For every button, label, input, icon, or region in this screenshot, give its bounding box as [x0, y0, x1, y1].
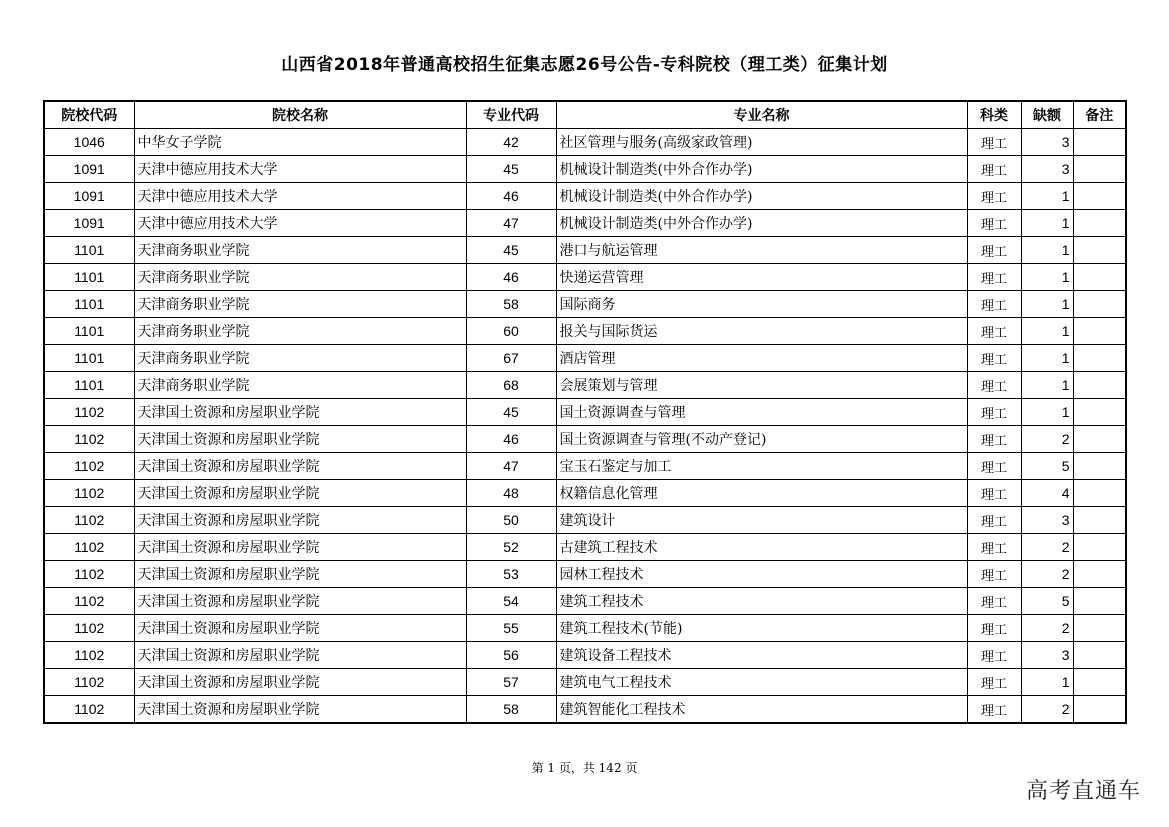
cell-major-name: 建筑智能化工程技术 [556, 696, 967, 724]
cell-major-name: 古建筑工程技术 [556, 534, 967, 561]
cell-school-name: 天津商务职业学院 [134, 372, 466, 399]
cell-school-code: 1091 [44, 183, 134, 210]
page-number: 第 1 页，共 142 页 [531, 761, 638, 775]
table-row [44, 345, 1126, 372]
cell-major-code: 58 [466, 696, 556, 724]
cell-major-code: 52 [466, 534, 556, 561]
cell-school-code: 1101 [44, 318, 134, 345]
table-row [44, 237, 1126, 264]
cell-category: 理工 [967, 561, 1021, 588]
cell-major-name: 机械设计制造类(中外合作办学) [556, 156, 967, 183]
cell-note [1073, 345, 1126, 372]
cell-category: 理工 [967, 534, 1021, 561]
cell-major-name: 建筑设备工程技术 [556, 642, 967, 669]
cell-vacancy: 1 [1021, 669, 1073, 696]
cell-note [1073, 264, 1126, 291]
table-row [44, 696, 1126, 724]
table-row [44, 615, 1126, 642]
cell-school-code: 1101 [44, 264, 134, 291]
cell-major-name: 酒店管理 [556, 345, 967, 372]
cell-major-name: 报关与国际货运 [556, 318, 967, 345]
cell-school-name: 天津国土资源和房屋职业学院 [134, 669, 466, 696]
table-row [44, 372, 1126, 399]
cell-major-code: 68 [466, 372, 556, 399]
cell-vacancy: 2 [1021, 561, 1073, 588]
header-major-name: 专业名称 [556, 101, 967, 129]
table-row [44, 642, 1126, 669]
cell-category: 理工 [967, 426, 1021, 453]
cell-major-name: 建筑电气工程技术 [556, 669, 967, 696]
cell-school-name: 天津国土资源和房屋职业学院 [134, 426, 466, 453]
cell-school-name: 天津国土资源和房屋职业学院 [134, 453, 466, 480]
cell-category: 理工 [967, 507, 1021, 534]
cell-school-name: 天津商务职业学院 [134, 318, 466, 345]
cell-category: 理工 [967, 615, 1021, 642]
cell-major-name: 快递运营管理 [556, 264, 967, 291]
table-body [44, 129, 1126, 724]
cell-category: 理工 [967, 696, 1021, 724]
cell-school-name: 天津商务职业学院 [134, 237, 466, 264]
cell-note [1073, 291, 1126, 318]
cell-major-code: 55 [466, 615, 556, 642]
cell-category: 理工 [967, 642, 1021, 669]
cell-school-code: 1102 [44, 588, 134, 615]
cell-note [1073, 534, 1126, 561]
cell-school-code: 1101 [44, 291, 134, 318]
table-row [44, 669, 1126, 696]
cell-school-name: 天津国土资源和房屋职业学院 [134, 480, 466, 507]
cell-note [1073, 399, 1126, 426]
cell-vacancy: 1 [1021, 264, 1073, 291]
cell-school-name: 天津中德应用技术大学 [134, 183, 466, 210]
cell-school-code: 1102 [44, 507, 134, 534]
cell-note [1073, 507, 1126, 534]
cell-school-name: 天津国土资源和房屋职业学院 [134, 507, 466, 534]
cell-major-name: 权籍信息化管理 [556, 480, 967, 507]
cell-category: 理工 [967, 453, 1021, 480]
header-note: 备注 [1073, 101, 1126, 129]
cell-vacancy: 1 [1021, 372, 1073, 399]
table-row [44, 534, 1126, 561]
cell-vacancy: 1 [1021, 237, 1073, 264]
cell-note [1073, 696, 1126, 724]
cell-major-code: 60 [466, 318, 556, 345]
cell-category: 理工 [967, 669, 1021, 696]
table-row [44, 453, 1126, 480]
cell-note [1073, 453, 1126, 480]
cell-school-code: 1091 [44, 210, 134, 237]
cell-note [1073, 210, 1126, 237]
cell-school-code: 1101 [44, 345, 134, 372]
cell-major-name: 建筑工程技术(节能) [556, 615, 967, 642]
cell-vacancy: 3 [1021, 507, 1073, 534]
cell-school-name: 天津中德应用技术大学 [134, 210, 466, 237]
cell-category: 理工 [967, 372, 1021, 399]
cell-note [1073, 669, 1126, 696]
cell-vacancy: 1 [1021, 318, 1073, 345]
cell-category: 理工 [967, 237, 1021, 264]
cell-major-name: 机械设计制造类(中外合作办学) [556, 210, 967, 237]
cell-major-name: 国土资源调查与管理(不动产登记) [556, 426, 967, 453]
cell-school-code: 1102 [44, 399, 134, 426]
header-school-code: 院校代码 [44, 101, 134, 129]
table-row [44, 399, 1126, 426]
cell-school-code: 1102 [44, 534, 134, 561]
cell-note [1073, 426, 1126, 453]
watermark-logo: 高考直通车 [1025, 779, 1141, 804]
cell-category: 理工 [967, 156, 1021, 183]
cell-category: 理工 [967, 318, 1021, 345]
cell-major-name: 会展策划与管理 [556, 372, 967, 399]
cell-vacancy: 3 [1021, 156, 1073, 183]
cell-major-name: 建筑设计 [556, 507, 967, 534]
cell-major-name: 宝玉石鉴定与加工 [556, 453, 967, 480]
cell-major-code: 46 [466, 426, 556, 453]
cell-note [1073, 615, 1126, 642]
cell-major-code: 42 [466, 129, 556, 156]
cell-school-name: 天津国土资源和房屋职业学院 [134, 534, 466, 561]
cell-major-code: 46 [466, 183, 556, 210]
header-school-name: 院校名称 [134, 101, 466, 129]
table-row [44, 507, 1126, 534]
table-row [44, 426, 1126, 453]
cell-major-name: 园林工程技术 [556, 561, 967, 588]
cell-school-name: 中华女子学院 [134, 129, 466, 156]
header-major-code: 专业代码 [466, 101, 556, 129]
cell-vacancy: 1 [1021, 210, 1073, 237]
cell-major-name: 机械设计制造类(中外合作办学) [556, 183, 967, 210]
cell-school-code: 1091 [44, 156, 134, 183]
cell-vacancy: 2 [1021, 534, 1073, 561]
cell-school-name: 天津国土资源和房屋职业学院 [134, 642, 466, 669]
table-row [44, 210, 1126, 237]
cell-note [1073, 183, 1126, 210]
cell-vacancy: 5 [1021, 588, 1073, 615]
cell-major-code: 58 [466, 291, 556, 318]
cell-major-code: 67 [466, 345, 556, 372]
cell-vacancy: 3 [1021, 129, 1073, 156]
table-row [44, 129, 1126, 156]
cell-major-code: 45 [466, 156, 556, 183]
cell-note [1073, 372, 1126, 399]
cell-school-name: 天津国土资源和房屋职业学院 [134, 696, 466, 724]
cell-category: 理工 [967, 345, 1021, 372]
cell-school-name: 天津国土资源和房屋职业学院 [134, 561, 466, 588]
cell-note [1073, 588, 1126, 615]
cell-note [1073, 561, 1126, 588]
cell-vacancy: 2 [1021, 615, 1073, 642]
enrollment-plan-table [43, 100, 1127, 724]
cell-vacancy: 1 [1021, 183, 1073, 210]
cell-category: 理工 [967, 588, 1021, 615]
cell-major-name: 建筑工程技术 [556, 588, 967, 615]
cell-vacancy: 2 [1021, 696, 1073, 724]
table-row [44, 183, 1126, 210]
cell-category: 理工 [967, 129, 1021, 156]
table-row [44, 561, 1126, 588]
cell-note [1073, 156, 1126, 183]
cell-category: 理工 [967, 480, 1021, 507]
cell-category: 理工 [967, 399, 1021, 426]
cell-school-code: 1102 [44, 696, 134, 724]
cell-vacancy: 5 [1021, 453, 1073, 480]
cell-note [1073, 237, 1126, 264]
cell-major-code: 54 [466, 588, 556, 615]
cell-category: 理工 [967, 183, 1021, 210]
cell-major-name: 国土资源调查与管理 [556, 399, 967, 426]
cell-major-code: 45 [466, 237, 556, 264]
header-vacancy: 缺额 [1021, 101, 1073, 129]
cell-vacancy: 1 [1021, 291, 1073, 318]
cell-category: 理工 [967, 264, 1021, 291]
table-row [44, 156, 1126, 183]
cell-vacancy: 1 [1021, 399, 1073, 426]
cell-school-code: 1102 [44, 615, 134, 642]
cell-school-name: 天津国土资源和房屋职业学院 [134, 399, 466, 426]
cell-note [1073, 480, 1126, 507]
cell-major-code: 48 [466, 480, 556, 507]
table-row [44, 264, 1126, 291]
table-header-row [44, 101, 1126, 129]
cell-major-code: 50 [466, 507, 556, 534]
cell-major-name: 国际商务 [556, 291, 967, 318]
table-row [44, 480, 1126, 507]
cell-category: 理工 [967, 210, 1021, 237]
cell-school-name: 天津国土资源和房屋职业学院 [134, 615, 466, 642]
cell-school-code: 1102 [44, 453, 134, 480]
cell-school-code: 1102 [44, 480, 134, 507]
cell-vacancy: 1 [1021, 345, 1073, 372]
cell-school-code: 1102 [44, 561, 134, 588]
cell-school-code: 1046 [44, 129, 134, 156]
table-row [44, 291, 1126, 318]
cell-note [1073, 129, 1126, 156]
table-row [44, 318, 1126, 345]
cell-major-code: 53 [466, 561, 556, 588]
cell-major-name: 社区管理与服务(高级家政管理) [556, 129, 967, 156]
cell-school-name: 天津中德应用技术大学 [134, 156, 466, 183]
cell-school-code: 1101 [44, 372, 134, 399]
header-category: 科类 [967, 101, 1021, 129]
cell-vacancy: 4 [1021, 480, 1073, 507]
cell-major-code: 56 [466, 642, 556, 669]
cell-school-code: 1102 [44, 426, 134, 453]
cell-note [1073, 642, 1126, 669]
cell-major-code: 45 [466, 399, 556, 426]
cell-school-code: 1101 [44, 237, 134, 264]
cell-major-name: 港口与航运管理 [556, 237, 967, 264]
cell-vacancy: 2 [1021, 426, 1073, 453]
cell-school-name: 天津商务职业学院 [134, 345, 466, 372]
cell-category: 理工 [967, 291, 1021, 318]
cell-major-code: 57 [466, 669, 556, 696]
cell-major-code: 47 [466, 453, 556, 480]
cell-major-code: 47 [466, 210, 556, 237]
table-row [44, 588, 1126, 615]
cell-school-code: 1102 [44, 669, 134, 696]
cell-major-code: 46 [466, 264, 556, 291]
cell-school-name: 天津国土资源和房屋职业学院 [134, 588, 466, 615]
cell-school-name: 天津商务职业学院 [134, 291, 466, 318]
cell-note [1073, 318, 1126, 345]
cell-school-name: 天津商务职业学院 [134, 264, 466, 291]
cell-school-code: 1102 [44, 642, 134, 669]
cell-vacancy: 3 [1021, 642, 1073, 669]
document-title: 山西省2018年普通高校招生征集志愿26号公告-专科院校（理工类）征集计划 [281, 55, 888, 75]
